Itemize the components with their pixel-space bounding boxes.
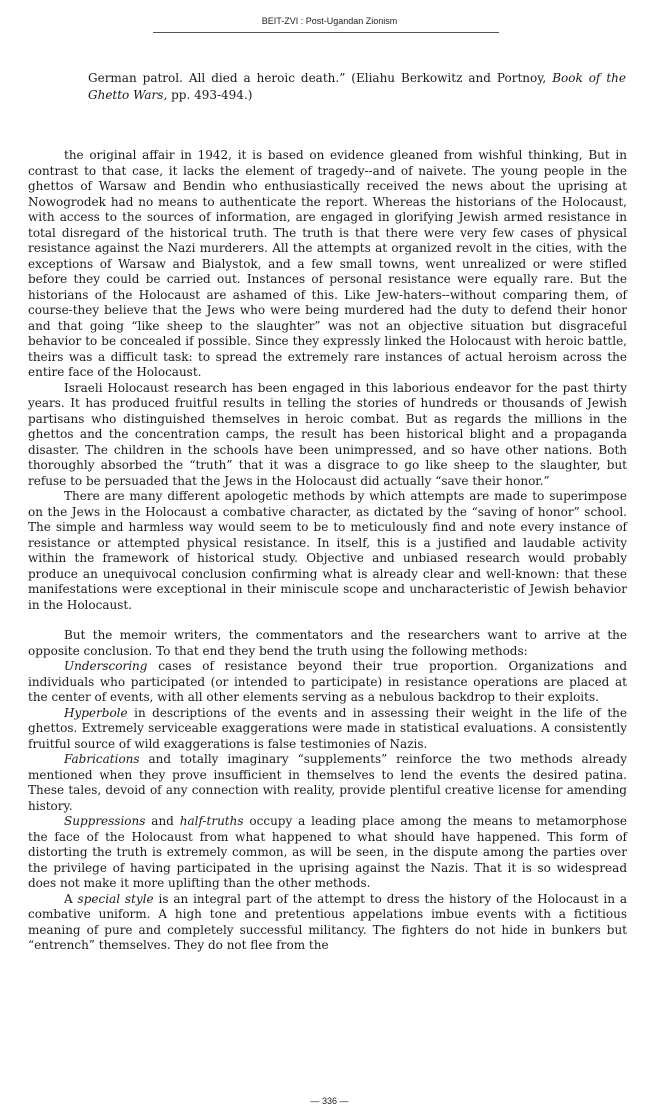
- method-text: is an integral part of the attempt to dress the history of the Holocaust in a combative uniform. A high tone and pretentious appelations imbue events with a fictitious meaning of pure and completely successful militancy. The fighters do not hide in bunkers but “entrench” themselves. They do not flee from the: [28, 891, 627, 952]
- quote-book-title: Book of the Ghetto Wars,: [88, 71, 626, 102]
- method-text: and totally imaginary “supplements” reinforce the two methods already mentioned when they prove insufficient in themselves to lend the events the desired patina. These tales, devoid of any connection with reality, provide plentiful creative license for amending history.: [28, 752, 627, 813]
- method-text: in descriptions of the events and in assessing their weight in the life of the ghettos. Extremely serviceable exaggerations were made in statistical evaluations. A consistently fruitful source of wild exaggerations is false testimonies of Nazis.: [28, 705, 627, 751]
- quote-text: German patrol. All died a heroic death.” (Eliahu Berkowitz and Portnoy,: [88, 71, 553, 85]
- header-rule: [153, 32, 499, 33]
- paragraph: But the memoir writers, the commentators and the researchers want to arrive at the opposite conclusion. To that end they bend the truth using the following methods:: [28, 628, 627, 658]
- body-text: [28, 148, 627, 954]
- method-suppressions: [28, 814, 627, 892]
- method-hyperbole: [28, 706, 627, 753]
- method-term: Fabrications: [64, 752, 140, 766]
- paragraph: the original affair in 1942, it is based on evidence gleaned from wishful thinking, But in contrast to that case, it lacks the element of tragedy--and of naivete. The young people in the ghettos of Warsaw and Bendin who enthusiastically received the news about the uprising at Nowogrodek had no means to authenticate the report. Whereas the historians of the Holocaust, with access to the sources of information, are engaged in glorifying Jewish armed resistance in total disregard of the historical truth. The truth is that there were very few cases of physical resistance against the Nazi murderers. All the attempts at organized revolt in the cities, with the exceptions of Warsaw and Bialystok, and a few small towns, went unrealized or were stifled before they could be carried out. Instances of personal resistance were equally rare. But the historians of the Holocaust are ashamed of this. Like Jew-haters--without comparing them, of course-they believe that the Jews who were being murdered had the duty to defend their honor and that going “like sheep to the slaughter” was not an objective situation but disgraceful behavior to be concealed if possible. Since they expressly linked the Holocaust with heroic battle, theirs was a difficult task: to spread the extremely rare instances of actual heroism across the entire face of the Holocaust.: [28, 148, 627, 379]
- method-text: cases of resistance beyond their true proportion. Organizations and individuals who participated (or intended to participate) in resistance operations are placed at the center of events, with all other elements serving as a nebulous backdrop to their exploits.: [28, 659, 627, 704]
- quote-pages: pp. 493-494.): [167, 88, 253, 102]
- method-term: half-truths: [179, 814, 244, 828]
- method-term: special style: [77, 891, 154, 906]
- page-number: — 336 —: [310, 1096, 349, 1106]
- method-fabrications: [28, 752, 627, 814]
- method-joiner: and: [145, 814, 180, 828]
- block-quote: [88, 70, 626, 104]
- method-term: Underscoring: [64, 659, 148, 673]
- method-text: occupy a leading place among the means to metamorphose the face of the Holocaust from what happened to what should have happened. This form of distorting the truth is extremely common, as will be seen, in the dispute among the parties over the privilege of having participated in the uprising against the Nazis. That it is so widespread does not make it more uplifting than the other methods.: [28, 814, 627, 890]
- method-underscoring: [28, 659, 627, 706]
- running-head: BEIT-ZVI : Post-Ugandan Zionism: [261, 16, 398, 26]
- method-special-style: [28, 892, 627, 954]
- method-lead: A: [64, 891, 78, 906]
- method-term: Hyperbole: [64, 705, 128, 720]
- paragraph: There are many different apologetic methods by which attempts are made to superimpose on the Jews in the Holocaust a combative character, as dictated by the “saving of honor” school. The simple and harmless way would seem to be to meticulously find and note every instance of resistance or attempted physical resistance. In itself, this is a justified and laudable activity within the framework of historical study. Objective and unbiased research would probably produce an unequivocal conclusion confirming what is already clear and well-known: that these manifestations were exceptional in their miniscule scope and uncharacteristic of Jewish behavior in the Holocaust.: [28, 489, 627, 612]
- method-term: Suppressions: [64, 814, 146, 828]
- paragraph: Israeli Holocaust research has been engaged in this laborious endeavor for the past thirty years. It has produced fruitful results in telling the stories of hundreds or thousands of Jewish partisans who distinguished themselves in heroic combat. But as regards the millions in the ghettos and the concentration camps, the result has been historical blight and a propaganda disaster. The children in the schools have been unimpressed, and so have other nations. Both thoroughly absorbed the “truth” that it was a disgrace to go like sheep to the slaughter, but refuse to be persuaded that the Jews in the Holocaust did actually “save their honor.”: [28, 380, 627, 488]
